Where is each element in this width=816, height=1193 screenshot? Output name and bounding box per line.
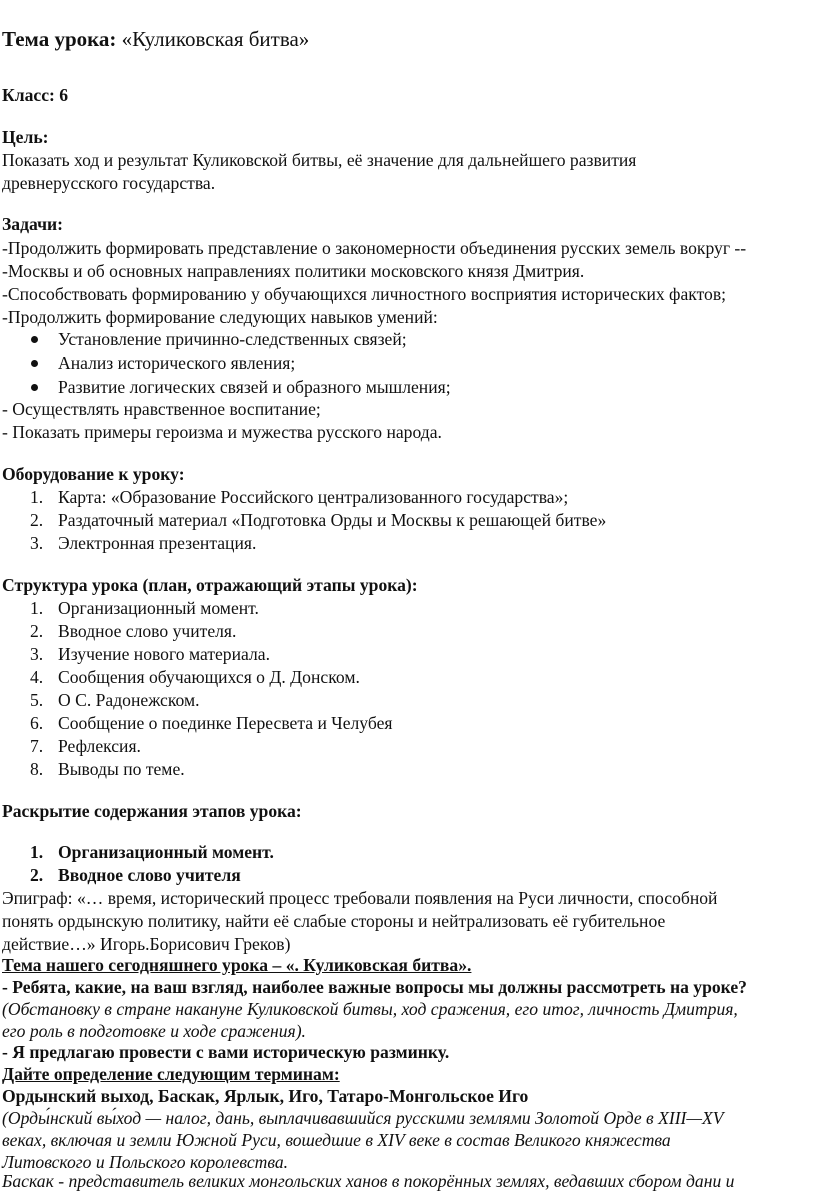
item-number: 1. [30, 598, 44, 618]
tasks-label: Задачи: [2, 214, 63, 234]
epigraph-line: понять ордынскую политику, найти её слабые стороны и нейтрализовать её губительное [2, 911, 666, 931]
item-text: Организационный момент. [58, 598, 259, 618]
item-text: Вводное слово учителя. [58, 621, 237, 641]
item-text: Раздаточный материал «Подготовка Орды и Москвы к решающей битве» [58, 510, 607, 530]
epigraph-line: Эпиграф: «… время, исторический процесс требовали появления на Руси личности, способной [2, 888, 718, 908]
item-number: 3. [30, 644, 44, 664]
task-line: -Москвы и об основных направлениях политики московского князя Дмитрия. [2, 261, 585, 281]
definition-line: Литовского и Польского королевства. [2, 1152, 289, 1172]
item-number: 5. [30, 690, 44, 710]
terms-line: Ордынский выход, Баскак, Ярлык, Иго, Татаро-Монгольское Иго [2, 1086, 529, 1106]
structure-label: Структура урока (план, отражающий этапы урока): [2, 575, 418, 595]
task-line: -Способствовать формированию у обучающихся личностного восприятия исторических фактов; [2, 284, 727, 304]
item-text: О С. Радонежском. [58, 690, 200, 710]
item-number: 1. [30, 842, 44, 862]
item-text: Изучение нового материала. [58, 644, 270, 664]
goal-label: Цель: [2, 127, 49, 147]
item-number: 6. [30, 713, 44, 733]
class-label: Класс: 6 [2, 85, 69, 105]
question-line: - Ребята, какие, на ваш взгляд, наиболее важные вопросы мы должны рассмотреть на уроке? [2, 977, 747, 997]
topic-value: «Куликовская битва» [116, 27, 310, 51]
define-label: Дайте определение следующим терминам: [2, 1064, 340, 1084]
item-number: 1. [30, 487, 44, 507]
item-number: 2. [30, 865, 44, 885]
item-number: 2. [30, 510, 44, 530]
task-extra: - Осуществлять нравственное воспитание; [2, 399, 321, 419]
definition-line: (Орды́нский вы́ход — налог, дань, выплачивавшийся русскими землями Золотой Орде в XIII—XV [2, 1108, 724, 1128]
item-number: 3. [30, 533, 44, 553]
bullet-text: Анализ исторического явления; [58, 353, 296, 373]
bullet-icon [31, 360, 38, 367]
item-text: Электронная презентация. [58, 533, 257, 553]
item-text: Рефлексия. [58, 736, 141, 756]
item-number: 2. [30, 621, 44, 641]
item-number: 8. [30, 759, 44, 779]
answer-line: (Обстановку в стране накануне Куликовской битвы, ход сражения, его итог, личность Дмитрия, [2, 999, 738, 1019]
task-line: -Продолжить формирование следующих навыков умений: [2, 307, 438, 327]
item-text: Сообщение о поединке Пересвета и Челубея [58, 713, 393, 733]
topic-label: Тема урока: [2, 27, 117, 51]
task-extra: - Показать примеры героизма и мужества русского народа. [2, 422, 442, 442]
stage-text: Вводное слово учителя [58, 865, 241, 885]
lesson-topic [2, 28, 309, 51]
definition-line: Баскак - представитель великих монгольских ханов в покорённых землях, ведавших сбором дани и [2, 1171, 735, 1191]
bullet-icon [31, 336, 38, 343]
item-number: 4. [30, 667, 44, 687]
bullet-text: Развитие логических связей и образного мышления; [58, 377, 451, 397]
item-text: Выводы по теме. [58, 759, 185, 779]
stage-text: Организационный момент. [58, 842, 274, 862]
bullet-text: Установление причинно-следственных связей; [58, 329, 407, 349]
goal-line: Показать ход и результат Куликовской битвы, её значение для дальнейшего развития [2, 150, 637, 170]
task-line: -Продолжить формировать представление о закономерности объединения русских земель вокруг -- [2, 238, 747, 258]
epigraph-line: действие…» Игорь.Борисович Греков) [2, 934, 291, 954]
item-number: 7. [30, 736, 44, 756]
item-text: Карта: «Образование Российского централизованного государства»; [58, 487, 569, 507]
content-label: Раскрытие содержания этапов урока: [2, 801, 302, 821]
definition-line: веках, включая и земли Южной Руси, вошедшие в XIV веке в состав Великого княжества [2, 1130, 671, 1150]
bullet-icon [31, 384, 38, 391]
today-topic: Тема нашего сегодняшнего урока – «. Куликовская битва». [2, 955, 472, 975]
goal-line: древнерусского государства. [2, 173, 216, 193]
item-text: Сообщения обучающихся о Д. Донском. [58, 667, 360, 687]
answer-line: его роль в подготовке и ходе сражения). [2, 1021, 306, 1041]
warmup-line: - Я предлагаю провести с вами историческую разминку. [2, 1042, 450, 1062]
equipment-label: Оборудование к уроку: [2, 464, 185, 484]
